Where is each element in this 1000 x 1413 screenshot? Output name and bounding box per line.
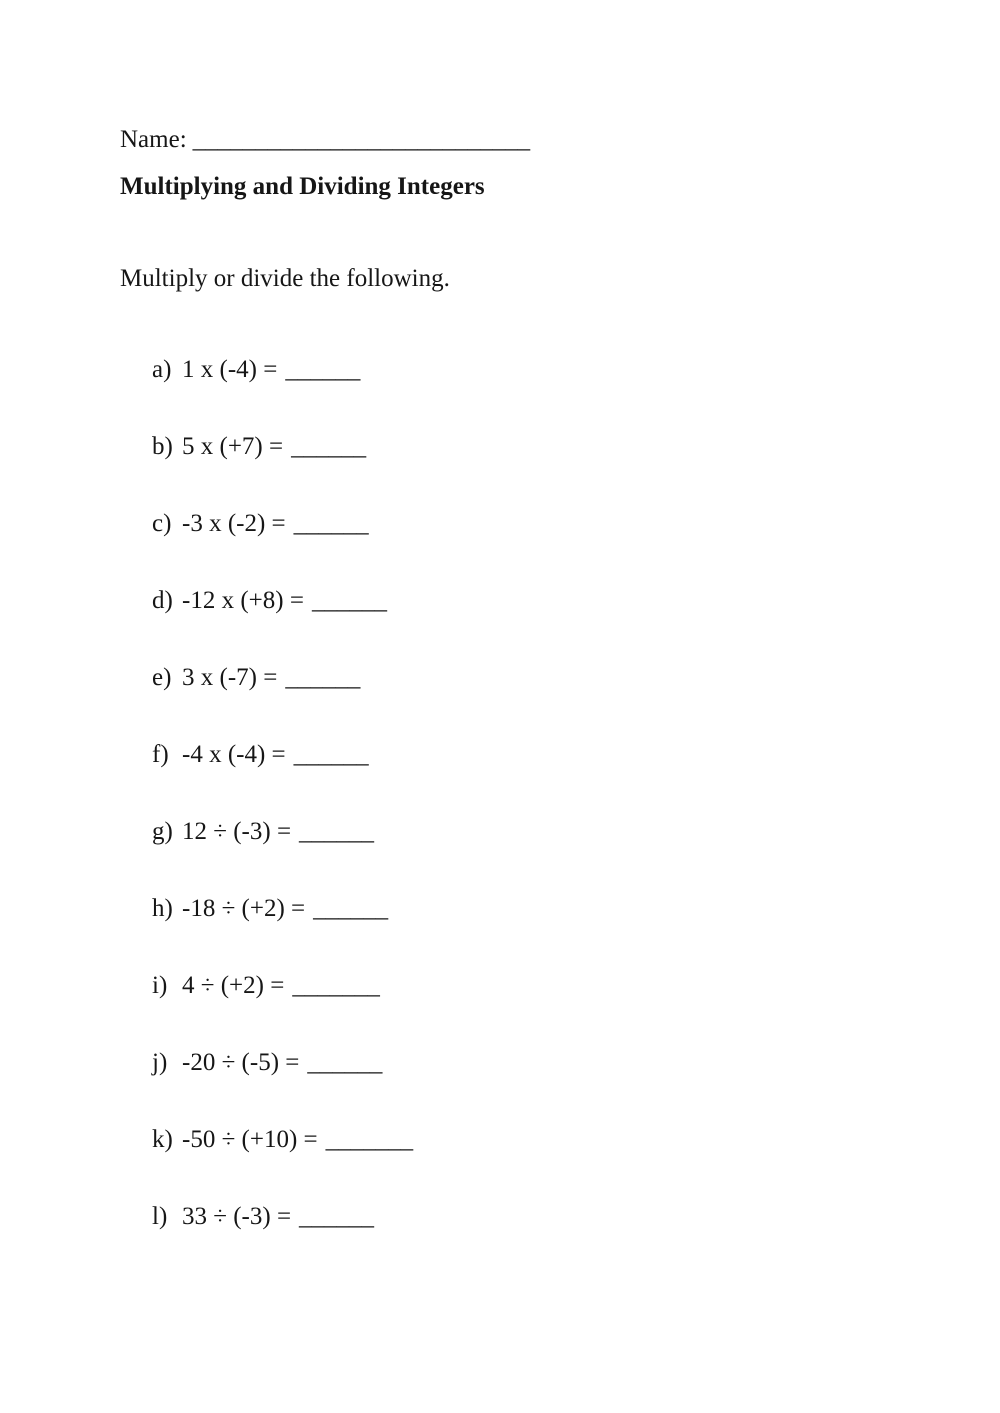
answer-blank[interactable]: ______ (293, 741, 369, 768)
page-title: Multiplying and Dividing Integers (120, 173, 485, 200)
problem-label: k) (152, 1126, 173, 1153)
answer-blank[interactable]: _______ (325, 1126, 414, 1153)
problem-expression: -4 x (-4) = (182, 741, 286, 768)
answer-blank[interactable]: ______ (285, 664, 361, 691)
problem-label: j) (152, 1049, 168, 1076)
problem-item-b (120, 432, 910, 462)
problem-expression: -12 x (+8) = (182, 587, 304, 614)
problem-item-c (120, 509, 910, 539)
problem-item-i (120, 971, 910, 1001)
problem-item-g (120, 817, 910, 847)
problem-label: l) (152, 1203, 168, 1230)
problem-item-l (120, 1202, 910, 1232)
problem-expression: 4 ÷ (+2) = (182, 972, 285, 999)
problem-label: g) (152, 818, 173, 845)
answer-blank[interactable]: ______ (285, 356, 361, 383)
problem-item-h (120, 894, 910, 924)
problem-item-e (120, 663, 910, 693)
problem-expression: -20 ÷ (-5) = (182, 1049, 300, 1076)
problem-expression: 1 x (-4) = (182, 356, 278, 383)
answer-blank[interactable]: ______ (311, 587, 387, 614)
problem-label: c) (152, 510, 172, 537)
problem-label: b) (152, 433, 173, 460)
problem-item-k (120, 1125, 910, 1155)
answer-blank[interactable]: ______ (293, 510, 369, 537)
problem-expression: -18 ÷ (+2) = (182, 895, 306, 922)
problem-label: e) (152, 664, 172, 691)
problem-item-a (120, 355, 910, 385)
answer-blank[interactable]: _______ (292, 972, 380, 999)
instruction-text: Multiply or divide the following. (120, 265, 450, 292)
worksheet-content (120, 0, 910, 1232)
answer-blank[interactable]: ______ (299, 818, 375, 845)
problem-item-j (120, 1048, 910, 1078)
problem-expression: 3 x (-7) = (182, 664, 278, 691)
problem-expression: 12 ÷ (-3) = (182, 818, 292, 845)
problem-label: d) (152, 587, 173, 614)
problem-expression: -3 x (-2) = (182, 510, 286, 537)
name-label: Name: (120, 126, 187, 153)
problem-expression: -50 ÷ (+10) = (182, 1126, 318, 1153)
problem-expression: 5 x (+7) = (182, 433, 284, 460)
problem-item-f (120, 740, 910, 770)
problem-list (120, 355, 910, 1232)
problem-label: i) (152, 972, 168, 999)
answer-blank[interactable]: ______ (299, 1203, 375, 1230)
problem-item-d (120, 586, 910, 616)
problem-expression: 33 ÷ (-3) = (182, 1203, 292, 1230)
problem-label: h) (152, 895, 173, 922)
answer-blank[interactable]: ______ (307, 1049, 383, 1076)
answer-blank[interactable]: ______ (291, 433, 367, 460)
name-line (120, 0, 910, 155)
name-blank-line[interactable]: ___________________________ (192, 126, 531, 153)
answer-blank[interactable]: ______ (313, 895, 389, 922)
problem-label: a) (152, 356, 172, 383)
problem-label: f) (152, 741, 169, 768)
